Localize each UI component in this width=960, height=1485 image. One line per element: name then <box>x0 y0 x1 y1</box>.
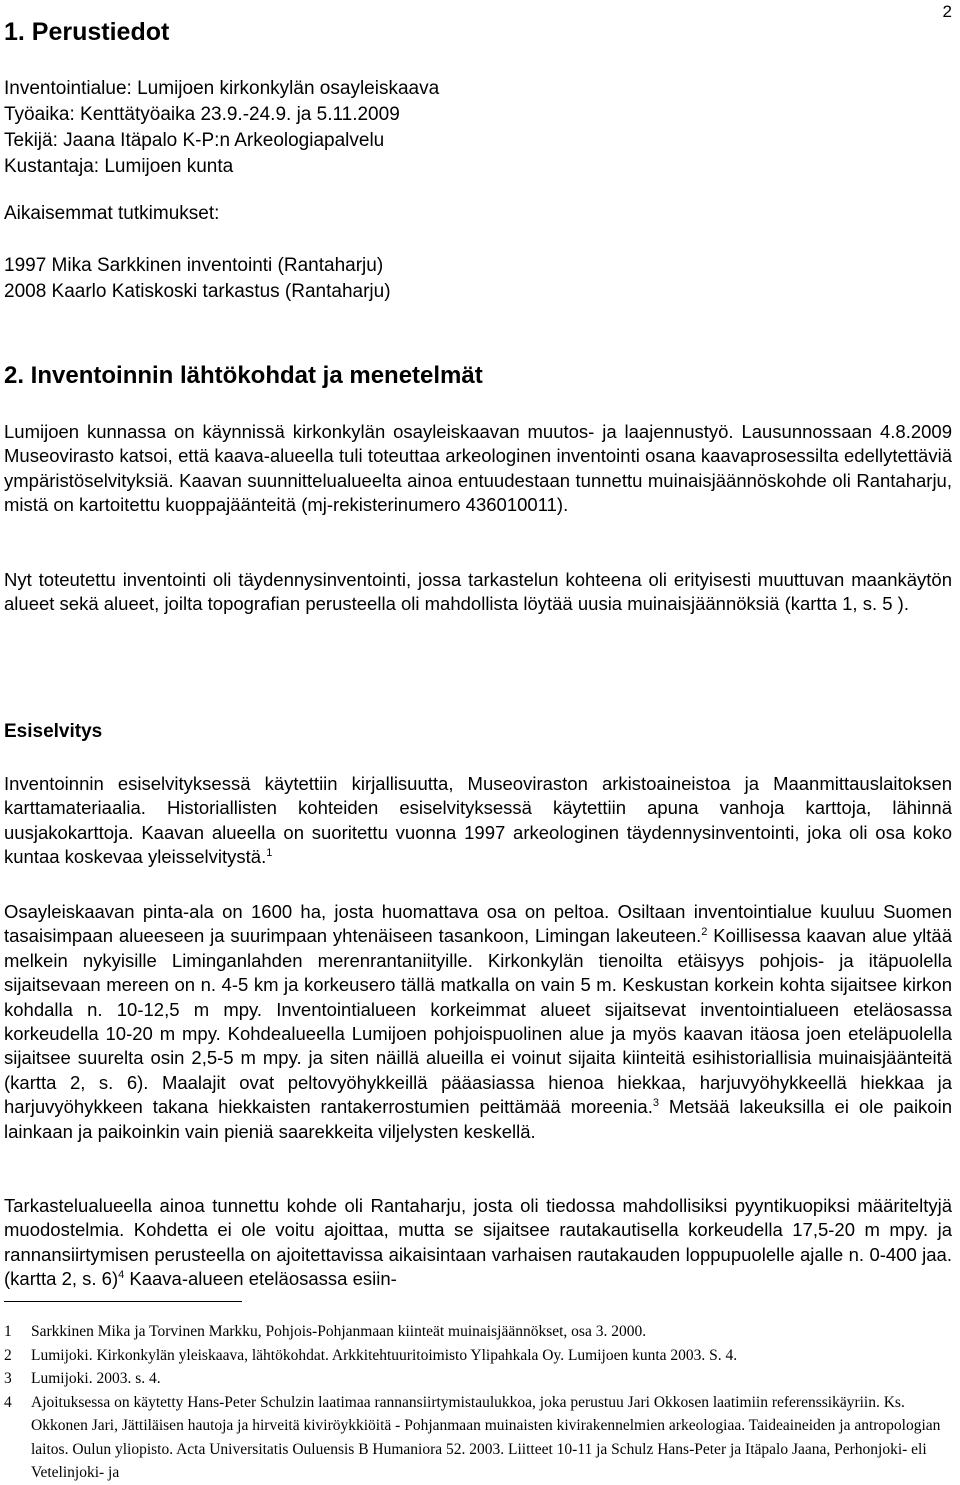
info-label: Työaika: <box>4 104 75 125</box>
paragraph-area <box>4 900 952 1144</box>
paragraph-prestudy <box>4 772 952 870</box>
footnote-text: Lumijoki. 2003. s. 4. <box>31 1370 161 1387</box>
footnote <box>4 1367 954 1391</box>
previous-studies-list <box>4 253 391 305</box>
footnote-number: 4 <box>4 1393 12 1411</box>
basic-info-block <box>4 76 439 180</box>
section-heading-methods: 2. Inventoinnin lähtökohdat ja menetelmät <box>4 362 483 389</box>
footnote <box>4 1391 954 1485</box>
footnote-ref: 4 <box>118 1269 125 1282</box>
paragraph-text: Inventoinnin esiselvityksessä käytettiin kirjallisuutta, Museoviraston arkistoaineistoa ja Maanmittauslaitoksen karttamateriaalia. Historiallisten kohteiden esiselvityksessä käytettiin apuna vanhoja karttoja, lähinnä uusjakokarttoja. Kaavan alueella on suoritettu vuonna 1997 arkeologinen täydennysinventointi, joka oli osa koko kuntaa koskevaa yleisselvitystä. <box>4 773 952 868</box>
info-value: Lumijoen kunta <box>99 156 234 177</box>
footnote-ref: 1 <box>266 847 273 860</box>
previous-studies-title: Aikaisemmat tutkimukset: <box>4 203 220 224</box>
paragraph-text: Kaava-alueen eteläosassa esiin- <box>124 1268 397 1290</box>
info-label: Tekijä: <box>4 130 58 151</box>
info-value: Lumijoen kirkonkylän osayleiskaava <box>131 78 440 99</box>
info-row-worktime <box>4 102 439 128</box>
section-heading-perustiedot: 1. Perustiedot <box>4 18 170 46</box>
footnote-number: 3 <box>4 1370 12 1387</box>
footnote-ref: 3 <box>652 1097 659 1110</box>
paragraph-text: Tarkastelualueella ainoa tunnettu kohde oli Rantaharju, josta oli tiedossa mahdollisiksi pyyntikuopiksi määriteltyjä muodostelmia. Kohdetta ei ole voitu ajoittaa, mutta se sijaitsee rautakautisella korkeudella 17,5-20 m mpy. ja rannansiirtymisen perusteella on ajoitettavissa aikaisintaan varhaisen rautakauden loppupuolelle ajalle n. 0-400 jaa. (kartta 2, s. 6) <box>4 1195 952 1290</box>
info-value: Kenttätyöaika 23.9.-24.9. ja 5.11.2009 <box>74 104 400 125</box>
info-row-funder <box>4 154 439 180</box>
footnotes <box>4 1320 954 1485</box>
paragraph-text: Metsää lakeuksilla ei ole paikoin lainkaan ja paikoinkin vain pieniä saarekkeita viljelysten keskellä. <box>4 1096 952 1142</box>
paragraph-inventory: Nyt toteutettu inventointi oli täydennysinventointi, jossa tarkastelun kohteena oli erityisesti muuttuvan maankäytön alueet sekä alueet, joilta topografian perusteella oli mahdollista löytää uusia muinaisjäännöksiä (kartta 1, s. 5 ). <box>4 569 952 615</box>
footnote-text: Ajoituksessa on käytetty Hans-Peter Schulzin laatimaa rannansiirtymistaulukkoa, joka perustuu Jari Okkosen laatimiin referenssikäyriin. Ks. Okkonen Jari, Jättiläisen hautoja ja hirveitä kiviröykkiöitä - Pohjanmaan muinaisten kivirakennelmien arkeologiaa. Taideaineiden ja antropologian laitos. Oulun yliopisto. Acta Universitatis Ouluensis B Humaniora 52. 2003. Liitteet 10-11 ja Schulz Hans-Peter ja Itäpalo Jaana, Perhonjoki- eli Vetelinjoki- ja <box>31 1393 941 1481</box>
footnote-number: 1 <box>4 1323 12 1340</box>
paragraph-known-site <box>4 1194 952 1292</box>
footnote <box>4 1344 954 1368</box>
list-item: 2008 Kaarlo Katiskoski tarkastus (Rantaharju) <box>4 281 391 302</box>
footnote-number: 2 <box>4 1346 12 1364</box>
footnote <box>4 1320 954 1344</box>
subheading-esiselvitys: Esiselvitys <box>4 721 103 742</box>
info-label: Inventointialue: <box>4 78 132 99</box>
info-value: Jaana Itäpalo K-P:n Arkeologiapalvelu <box>57 130 385 151</box>
paragraph-text: Koillisessa kaavan alue yltää melkein nykyisille Liminganlahden merenrantaniityille. Kirkonkylän tienoilta etäisyys pohjois- ja itäpuolella sijaitsevaan mereen on n. 4-5 km ja korkeusero tällä matkalla on vain 5 m. Keskustan korkein kohta sijaitsee kirkon kohdalla n. 10-12,5 m mpy. Inventointialueen korkeimmat alueet sijaitsevat inventointialueen eteläosassa korkeudella 10-20 m mpy. Kohdealueella Lumijoen pohjoispuolinen alue ja myös kaavan itäosa joen eteläpuolella sijaitsee suurelta osin 2,5-5 m mpy. ja siten näillä alueilla ei voinut sijaita kiinteitä esihistoriallisia muinaisjäänteitä (kartta 2, s. 6). Maalajit ovat peltovyöhykkeillä pääasiassa hienoa hiekkaa, harjuvyöhykkeellä hiekkaa ja harjuvyöhykkeen takana hiekkaisten rantakerrostumien peittämää moreenia. <box>4 925 952 1118</box>
footnote-ref: 2 <box>701 926 708 939</box>
paragraph-background: Lumijoen kunnassa on käynnissä kirkonkylän osayleiskaavan muutos- ja laajennustyö. Lausunnossaan 4.8.2009 Museovirasto katsoi, että kaava-alueella tuli toteuttaa arkeologinen inventointi osana kaavaprosessilta edellytettäviä ympäristöselvityksiä. Kaavan suunnittelualueelta ainoa entuudestaan tunnettu muinaisjäännöskohde oli Rantaharju, mistä on kartoitettu kuoppajäänteitä (mj-rekisterinumero 436010011). <box>4 421 952 516</box>
info-row-author <box>4 128 439 154</box>
info-label: Kustantaja: <box>4 156 100 177</box>
list-item: 1997 Mika Sarkkinen inventointi (Rantaharju) <box>4 255 384 276</box>
info-row-area <box>4 76 439 102</box>
page-number: 2 <box>942 2 952 21</box>
footnote-divider <box>4 1301 242 1302</box>
paragraph-text: Osayleiskaavan pinta-ala on 1600 ha, josta huomattava osa on peltoa. Osiltaan inventointialue kuuluu Suomen tasaisimpaan alueeseen ja suurimpaan yhtenäiseen tasankoon, Limingan lakeuteen. <box>4 901 952 947</box>
footnote-text: Sarkkinen Mika ja Torvinen Markku, Pohjois-Pohjanmaan kiinteät muinaisjäännökset, osa 3. 2000. <box>31 1323 647 1340</box>
footnote-text: Lumijoki. Kirkonkylän yleiskaava, lähtökohdat. Arkkitehtuuritoimisto Ylipahkala Oy. Lumijoen kunta 2003. S. 4. <box>31 1346 738 1364</box>
